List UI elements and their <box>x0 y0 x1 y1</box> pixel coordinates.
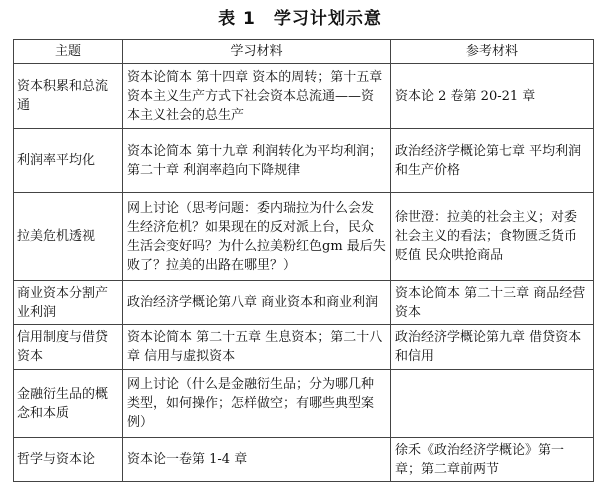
cell-reference: 政治经济学概论第七章 平均利润和生产价格 <box>391 129 594 193</box>
cell-reference: 徐禾《政治经济学概论》第一章；第二章前两节 <box>391 438 594 482</box>
cell-topic: 哲学与资本论 <box>14 438 123 482</box>
header-topic: 主题 <box>14 40 123 64</box>
cell-reference: 资本论简本 第二十三章 商品经营资本 <box>391 281 594 325</box>
cell-reference: 徐世澄：拉美的社会主义；对委社会主义的看法；食物匮乏货币贬值 民众哄抢商品 <box>391 193 594 281</box>
table-row <box>14 193 594 281</box>
cell-topic: 信用制度与借贷资本 <box>14 325 123 370</box>
cell-material: 网上讨论（什么是金融衍生品；分为哪几种类型，如何操作；怎样做空；有哪些典型案例） <box>123 370 391 438</box>
cell-material: 网上讨论（思考问题：委内瑞拉为什么会发生经济危机？如果现在的反对派上台，民众生活会变好吗？为什么拉美粉红色gm 最后失败了？拉美的出路在哪里？） <box>123 193 391 281</box>
cell-material: 政治经济学概论第八章 商业资本和商业利润 <box>123 281 391 325</box>
cell-material: 资本论一卷第 1-4 章 <box>123 438 391 482</box>
table-number: 表 1 <box>218 9 256 29</box>
cell-material: 资本论简本 第二十五章 生息资本；第二十八章 信用与虚拟资本 <box>123 325 391 370</box>
cell-topic: 资本积累和总流通 <box>14 64 123 129</box>
cell-material: 资本论简本 第十四章 资本的周转；第十五章 资本主义生产方式下社会资本总流通——资本主义社会的总生产 <box>123 64 391 129</box>
table-row <box>14 64 594 129</box>
table-row <box>14 438 594 482</box>
cell-material: 资本论简本 第十九章 利润转化为平均利润；第二十章 利润率趋向下降规律 <box>123 129 391 193</box>
cell-topic: 利润率平均化 <box>14 129 123 193</box>
header-reference: 参考材料 <box>391 40 594 64</box>
table-body <box>14 64 594 482</box>
table-row <box>14 370 594 438</box>
header-row <box>14 40 594 64</box>
cell-reference: 政治经济学概论第九章 借贷资本和信用 <box>391 325 594 370</box>
cell-topic: 金融衍生品的概念和本质 <box>14 370 123 438</box>
cell-reference <box>391 370 594 438</box>
cell-topic: 拉美危机透视 <box>14 193 123 281</box>
study-plan-table <box>13 39 594 482</box>
table-row <box>14 325 594 370</box>
table-title: 学习计划示意 <box>273 9 382 29</box>
header-material: 学习材料 <box>123 40 391 64</box>
table-row <box>14 129 594 193</box>
table-caption <box>0 4 600 29</box>
cell-reference: 资本论 2 卷第 20-21 章 <box>391 64 594 129</box>
table-header <box>14 40 594 64</box>
cell-topic: 商业资本分割产业利润 <box>14 281 123 325</box>
table-row <box>14 281 594 325</box>
